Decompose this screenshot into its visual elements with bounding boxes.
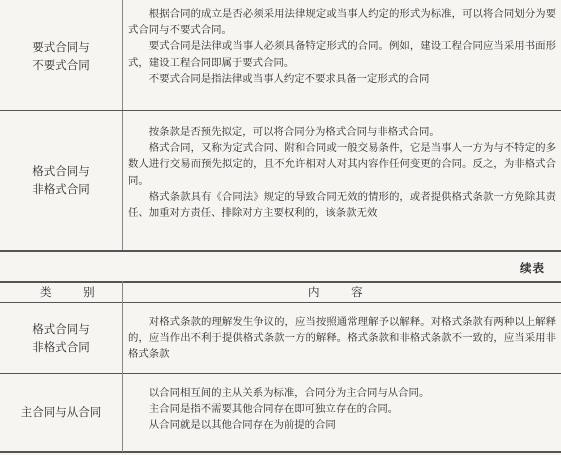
content-paragraph: 不要式合同是指法律或当事人约定不要求具备一定形式的合同: [148, 72, 430, 85]
content-paragraph: 从合同就是以其他合同存在为前提的合同: [148, 419, 336, 432]
header-content: 内 容: [308, 285, 377, 299]
content-paragraph: 格式合同，又称为定式合同、附和合同或一般交易条件，它是当事人一方为与不特定的多数人进行交易而预先拟定的，且不允许相对人对其内容作任何变更的合同。反之，为非格式合同。: [128, 142, 556, 187]
content-paragraph: 要式合同是法律或当事人必须具备特定形式的合同。例如，建设工程合同应当采用书面形式，建设工程合同即属于要式合同。: [128, 40, 556, 69]
content-cell: [128, 6, 556, 87]
category-cell: [0, 320, 122, 356]
category-cell: [0, 403, 122, 421]
content-cell: [128, 124, 556, 221]
row-divider: [0, 110, 561, 111]
column-divider: [122, 281, 123, 452]
content-paragraph: 以合同相互间的主从关系为标准，合同分为主合同与从合同。: [148, 387, 430, 399]
category-cell: [0, 38, 122, 74]
category-cell: [0, 162, 122, 198]
row-divider: [0, 373, 561, 374]
content-paragraph: 主合同是指不需要其他合同存在即可独立存在的合同。: [148, 403, 399, 416]
content-paragraph: 格式条款具有《合同法》规定的导致合同无效的情形的，或者提供格式条款一方免除其责任、加重对方责任、排除对方主要权利的，该条款无效: [128, 190, 556, 220]
category-line: 格式合同与: [32, 164, 90, 178]
category-line: 非格式合同: [32, 182, 90, 196]
continued-table-label: 续表: [520, 261, 545, 275]
column-divider: [122, 0, 123, 250]
content-cell: [128, 314, 556, 363]
header-divider: [0, 302, 561, 303]
header-category: 类 别: [40, 285, 109, 299]
content-paragraph: 按条款是否预先拟定，可以将合同分为格式合同与非格式合同。: [148, 126, 440, 138]
category-line: 要式合同与: [32, 40, 90, 54]
category-line: 非格式合同: [32, 340, 90, 354]
content-cell: [128, 385, 556, 434]
category-line: 不要式合同: [32, 58, 90, 72]
category-line: 格式合同与: [32, 322, 90, 336]
table-bottom-border: [0, 250, 561, 252]
content-paragraph: 根据合同的成立是否必须采用法律规定或当事人约定的形式为标准，可以将合同划分为要式合同与不要式合同。: [128, 8, 556, 37]
table-bottom-border: [0, 451, 561, 453]
table-top-border: [0, 281, 561, 283]
content-paragraph: 对格式条款的理解发生争议的，应当按照通常理解予以解释。对格式条款有两种以上解释的，应当作出不利于提供格式条款一方的解释。格式条款和非格式条款不一致的，应当采用非格式条款: [128, 316, 556, 361]
category-line: 主合同与从合同: [20, 405, 102, 419]
